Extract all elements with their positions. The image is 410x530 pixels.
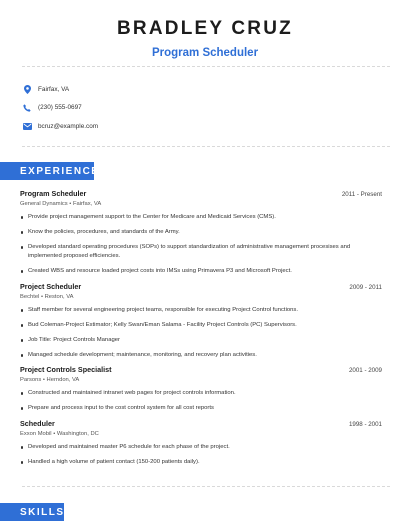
job-company: Bechtel: [20, 294, 40, 300]
job-location: Reston, VA: [44, 294, 74, 300]
contact-phone: [22, 99, 382, 117]
job-company-location: Bechtel • Reston, VA: [20, 294, 74, 300]
job-bullets: [20, 389, 382, 413]
job-bullet: Developed standard operating procedures (SOPs) to support standardization of administrative management procesises and implemented proposed efficiencies.: [20, 243, 382, 261]
contact-email: [22, 117, 382, 135]
job-entry: [20, 419, 382, 473]
job-company: Exxon Mobil: [20, 431, 52, 437]
job-bullets: [20, 306, 382, 360]
job-dates: 1998 - 2001: [348, 421, 382, 428]
candidate-title: Program Scheduler: [151, 47, 259, 59]
job-location: Fairfax, VA: [72, 201, 102, 207]
job-title: Project Controls Specialist: [20, 365, 112, 374]
job-bullet: Provide project management support to the Center for Medicare and Medicaid Services (CMS).: [20, 213, 382, 222]
experience-divider: [22, 486, 390, 487]
job-title: Scheduler: [20, 419, 55, 428]
job-bullet: Bud Coleman-Project Estimator; Kelly Swan/Eman Salama - Facility Project Controls (PC) Supervisors.: [20, 321, 382, 330]
job-bullet: Know the policies, procedures, and standards of the Army.: [20, 228, 382, 237]
resume-header: [0, 18, 410, 59]
job-entry: [20, 282, 382, 366]
email-icon: [22, 121, 32, 131]
job-bullet: Prepare and process input to the cost control system for all cost reports: [20, 404, 382, 413]
contact-divider: [22, 146, 390, 147]
job-title: Project Scheduler: [20, 282, 82, 291]
job-title: Program Scheduler: [20, 189, 87, 198]
job-company: Parsons: [20, 377, 42, 383]
contact-location: [22, 80, 382, 98]
header-divider: [22, 66, 390, 67]
job-company: General Dynamics: [20, 201, 68, 207]
job-bullet: Staff member for several engineering project teams, responsible for executing Project Control functions.: [20, 306, 382, 315]
job-bullet: Managed schedule development; maintenance, monitoring, and recovery plan activities.: [20, 351, 382, 360]
job-entry: [20, 365, 382, 419]
job-dates: 2011 - Present: [341, 191, 382, 198]
job-location: Herndon, VA: [46, 377, 80, 383]
contact-phone-text: (230) 555-0697: [38, 104, 82, 111]
location-pin-icon: [22, 84, 32, 94]
job-company-location: Exxon Mobil • Washington, DC: [20, 431, 99, 437]
job-dates: 2001 - 2009: [348, 367, 382, 374]
job-company-location: General Dynamics • Fairfax, VA: [20, 201, 102, 207]
job-bullet: Job Title: Project Controls Manager: [20, 336, 382, 345]
job-bullets: [20, 213, 382, 276]
contact-location-text: Fairfax, VA: [38, 85, 70, 93]
candidate-name: BRADLEY CRUZ: [117, 18, 293, 39]
job-bullet: Developed and maintained master P6 schedule for each phase of the project.: [20, 443, 382, 452]
phone-icon: [22, 103, 32, 113]
job-company-location: Parsons • Herndon, VA: [20, 377, 80, 383]
job-location: Washington, DC: [56, 431, 99, 437]
job-dates: 2009 - 2011: [349, 284, 382, 291]
job-bullet: Created WBS and resource loaded project costs into IMSs using Primavera P3 and Microsoft Project.: [20, 267, 382, 276]
contact-list: [22, 80, 382, 136]
job-bullet: Handled a high volume of patient contact (150-200 patients daily).: [20, 458, 382, 467]
job-bullets: [20, 443, 382, 467]
job-entry: [20, 189, 382, 282]
section-skills: SKILLS: [0, 503, 64, 521]
contact-email-text: bcruz@example.com: [38, 122, 99, 130]
job-bullet: Constructed and maintained intranet web pages for project controls information.: [20, 389, 382, 398]
section-experience: EXPERIENCE: [0, 162, 94, 180]
